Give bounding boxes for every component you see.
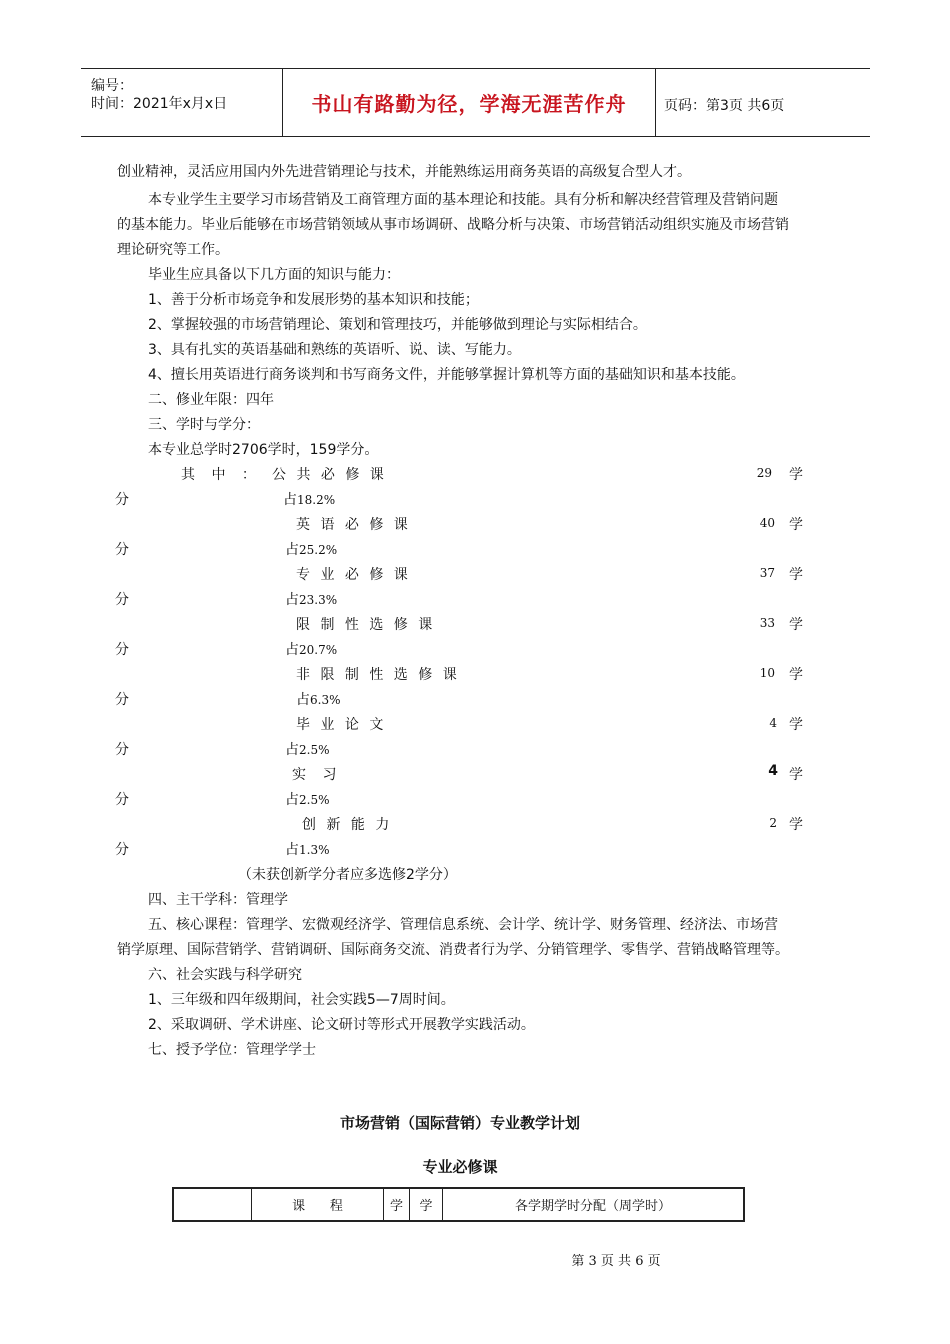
credit-unit: 分 [115,842,129,858]
credit-value: 10 [759,666,775,680]
curriculum-table [172,1187,745,1222]
table-header-cell: 学 [389,1199,403,1214]
document-number-label: 编号： [91,78,133,94]
list-item: 3、具有扎实的英语基础和熟练的英语听、说、读、写能力。 [148,342,521,358]
list-item: 1、三年级和四年级期间，社会实践5—7周时间。 [148,992,455,1008]
credit-unit: 分 [115,792,129,808]
page-footer: 第 3 页 共 6 页 [571,1254,661,1269]
credit-unit: 学 [789,617,803,633]
credit-percent: 占1.3% [285,842,330,858]
paragraph: 本专业总学时2706学时，159学分。 [148,442,379,458]
list-item: 1、善于分析市场竞争和发展形势的基本知识和技能； [148,292,479,308]
credit-unit: 分 [115,492,129,508]
credit-value: 33 [759,616,775,630]
paragraph: 创业精神，灵活应用国内外先进营销理论与技术，并能熟练运用商务英语的高级复合型人才。 [117,164,691,180]
credit-percent: 占2.5% [285,742,330,758]
credit-unit: 学 [789,817,803,833]
section-heading: 二、修业年限：四年 [148,392,274,408]
paragraph: 毕业生应具备以下几方面的知识与能力： [148,267,400,283]
list-item: 2、采取调研、学术讲座、论文研讨等形式开展教学实践活动。 [148,1017,535,1033]
credit-course-name: 限 制 性 选 修 课 [296,617,436,633]
list-item: 2、掌握较强的市场营销理论、策划和管理技巧，并能够做到理论与实际相结合。 [148,317,647,333]
credit-value: 4 [769,716,777,730]
credit-course-name: 毕 业 论 文 [296,717,387,733]
page-number-label: 页码：第3页 共6页 [664,98,785,114]
credit-value: 37 [759,566,775,580]
credit-percent: 占23.3% [285,592,338,608]
credit-value: 40 [759,516,775,530]
plan-subtitle: 专业必修课 [422,1158,498,1176]
list-item: 4、擅长用英语进行商务谈判和书写商务文件，并能够掌握计算机等方面的基础知识和基本技能。 [148,367,745,383]
credit-course-name: 专 业 必 修 课 [296,567,411,583]
section-heading: 五、核心课程：管理学、宏微观经济学、管理信息系统、会计学、统计学、财务管理、经济法、市场营 [148,917,778,933]
paragraph: 的基本能力。毕业后能够在市场营销领域从事市场调研、战略分析与决策、市场营销活动组织实施及市场营销 [117,217,789,233]
table-header-cell: 学 [419,1199,433,1214]
credit-value: 2 [769,816,777,830]
credit-unit: 学 [789,717,803,733]
credit-course-name: 公 共 必 修 课 [272,467,387,483]
paragraph: 销学原理、国际营销学、营销调研、国际商务交流、消费者行为学、分销管理学、零售学、营销战略管理等。 [117,942,789,958]
credit-unit: 学 [789,767,803,783]
credit-course-name: 实 习 [292,767,343,783]
paragraph: 本专业学生主要学习市场营销及工商管理方面的基本理论和技能。具有分析和解决经营管理及营销问题 [148,192,778,208]
credit-unit: 分 [115,542,129,558]
credit-percent: 占25.2% [285,542,338,558]
section-heading: 七、授予学位：管理学学士 [148,1042,316,1058]
credit-percent: 占20.7% [285,642,338,658]
header-motto: 书山有路勤为径，学海无涯苦作舟 [311,92,627,116]
credit-unit: 分 [115,742,129,758]
credit-course-name: 非 限 制 性 选 修 课 [296,667,460,683]
credit-percent: 占2.5% [285,792,330,808]
table-header-cell: 课 程 [292,1199,343,1214]
credit-value: 29 [756,466,772,480]
credit-percent: 占6.3% [296,692,341,708]
section-heading: 三、学时与学分： [148,417,260,433]
header-divider [655,69,656,136]
table-header-cell: 各学期学时分配（周学时） [514,1199,671,1214]
credit-course-name: 创 新 能 力 [302,817,393,833]
credit-unit: 分 [115,642,129,658]
document-time-label: 时间：2021年x月x日 [91,96,228,112]
plan-title: 市场营销（国际营销）专业教学计划 [339,1114,580,1132]
credit-unit: 分 [115,592,129,608]
credit-course-name: 英 语 必 修 课 [296,517,411,533]
table-header-cell [174,1189,251,1220]
page-header [81,68,870,137]
credit-prefix: 其 中 ： [181,467,262,483]
paragraph: 理论研究等工作。 [117,242,229,258]
credit-unit: 学 [789,567,803,583]
credit-percent: 占18.2% [283,492,336,508]
section-heading: 六、社会实践与科学研究 [148,967,302,983]
credit-unit: 分 [115,692,129,708]
credit-unit: 学 [789,667,803,683]
section-heading: 四、主干学科：管理学 [148,892,288,908]
credit-unit: 学 [789,467,803,483]
credit-note: （未获创新学分者应多选修2学分） [238,867,457,883]
credit-unit: 学 [789,517,803,533]
credit-value: 4 [768,763,778,779]
